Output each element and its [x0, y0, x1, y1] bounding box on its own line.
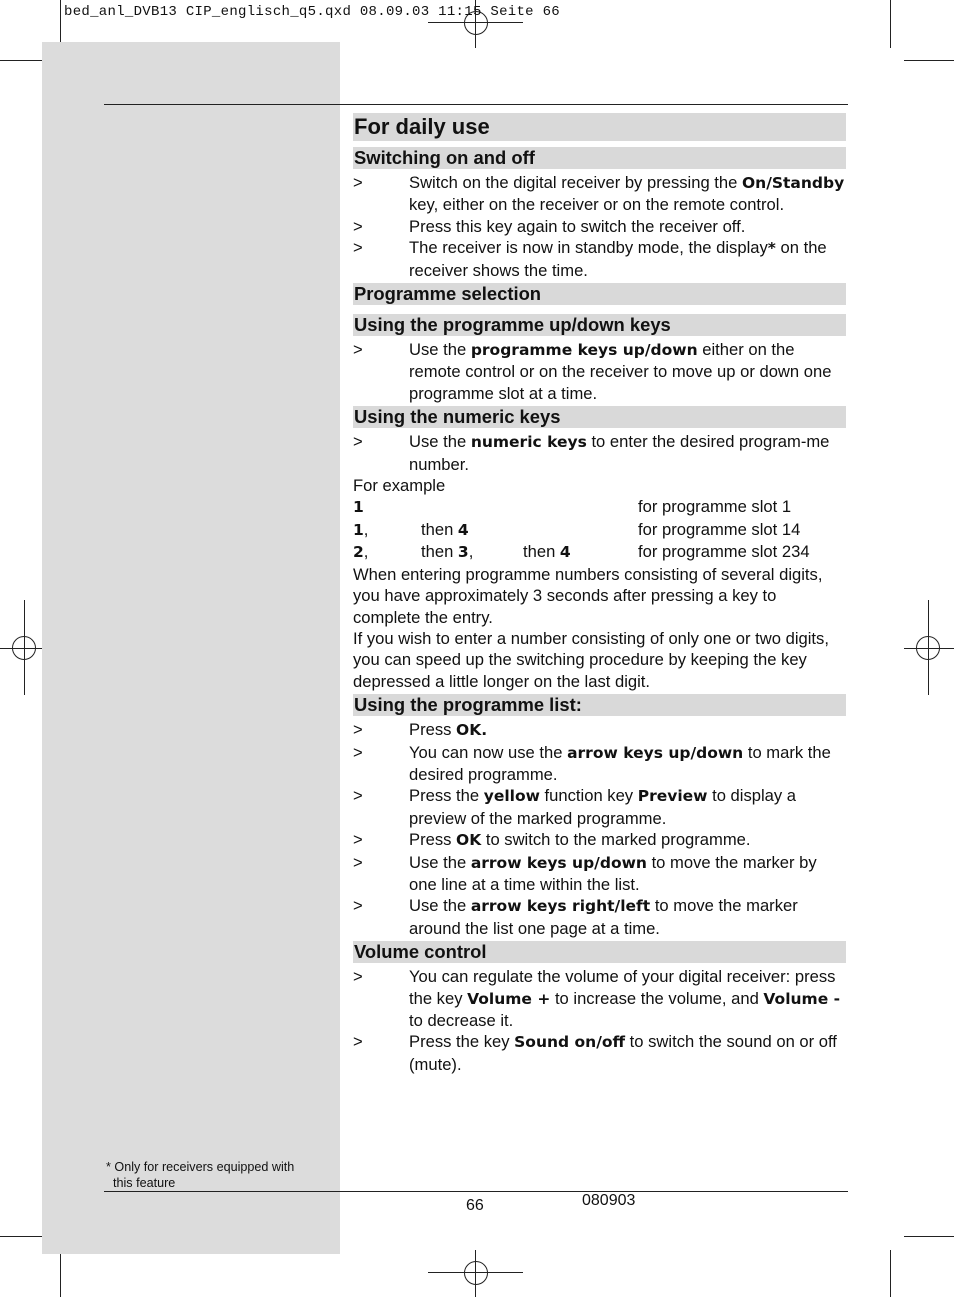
bullet-marker: > — [353, 967, 363, 987]
key-label: Volume + — [467, 989, 551, 1008]
print-code: 080903 — [582, 1192, 636, 1209]
example-row: 1, then 4 for programme slot 14 — [353, 519, 801, 539]
bullet-item: > Use the programme keys up/down either on the remote control or on the receiver to move up or down one programme slot at a time. — [353, 340, 832, 403]
bullet-marker: > — [353, 432, 363, 452]
bullet-marker: > — [353, 238, 363, 258]
footer-rule — [104, 1191, 848, 1192]
bullet-item: > You can regulate the volume of your digital receiver: press the key Volume + to increase the volume, and Volume - to decrease it. — [353, 967, 841, 1030]
footnote-marker: * — [767, 239, 776, 258]
bullet-item: > Switch on the digital receiver by pressing the On/Standby key, either on the receiver or on the remote control. — [353, 173, 845, 215]
crop-mark — [890, 1250, 891, 1297]
bullet-item: > Press this key again to switch the receiver off. — [353, 216, 746, 236]
crop-mark — [60, 0, 61, 48]
section-heading-updown: Using the programme up/down keys — [353, 314, 846, 336]
key-label: yellow — [483, 787, 540, 806]
bullet-item: > Use the arrow keys up/down to move the marker by one line at a time within the list. — [353, 852, 817, 894]
paragraph: If you wish to enter a number consisting of only one or two digits, you can speed up the switching procedure by keeping the key depressed a little longer on the last digit. — [353, 628, 829, 691]
crop-mark — [890, 0, 891, 48]
registration-circle — [916, 636, 940, 660]
key-label: arrow keys up/down — [470, 853, 647, 872]
footnote: * Only for receivers equipped with this feature — [106, 1160, 295, 1190]
crop-mark — [904, 1236, 954, 1237]
key-label: Sound on/off — [514, 1033, 626, 1052]
bullet-item: > Press the yellow function key Preview to display a preview of the marked programme. — [353, 786, 797, 828]
crop-mark — [0, 60, 48, 61]
key-label: programme keys up/down — [470, 341, 698, 360]
main-content — [353, 113, 846, 1075]
section-heading-numeric: Using the numeric keys — [353, 406, 846, 428]
paragraph: When entering programme numbers consisting of several digits, you have approximately 3 seconds after pressing a key to complete the entry. — [353, 564, 823, 627]
section-heading-programme-selection: Programme selection — [353, 283, 846, 305]
bullet-marker: > — [353, 216, 363, 236]
bullet-marker: > — [353, 786, 363, 806]
bullet-marker: > — [353, 742, 363, 762]
bullet-marker: > — [353, 1032, 363, 1052]
page-number: 66 — [466, 1197, 484, 1214]
key-label: numeric keys — [470, 433, 587, 452]
bullet-item: > Press OK. — [353, 719, 846, 741]
bullet-item: > Use the numeric keys to enter the desired program-me number. — [353, 432, 830, 474]
key-label: On/Standby — [741, 174, 845, 192]
crop-mark — [60, 1250, 61, 1297]
section-heading-volume: Volume control — [353, 941, 846, 963]
example-row: 2, then 3, then 4 for programme slot 234 — [353, 542, 810, 562]
bullet-marker: > — [353, 852, 363, 872]
bullet-marker: > — [353, 896, 363, 916]
registration-circle — [464, 1261, 488, 1285]
bullet-item: > Press the key Sound on/off to switch the sound on or off (mute). — [353, 1032, 837, 1074]
section-heading-list: Using the programme list: — [353, 694, 846, 716]
bullet-marker: > — [353, 720, 363, 740]
crop-mark — [0, 1236, 48, 1237]
print-slug: bed_anl_DVB13 CIP_englisch_q5.qxd 08.09.03 11:15 Seite 66 — [64, 4, 560, 20]
example-row: 1 for programme slot 1 — [353, 497, 792, 517]
bullet-item: > You can now use the arrow keys up/down to mark the desired programme. — [353, 742, 831, 784]
bullet-item: > Press OK to switch to the marked programme. — [353, 829, 846, 851]
for-example-label: For example — [353, 476, 446, 496]
margin-column — [42, 42, 340, 1254]
bullet-marker: > — [353, 830, 363, 850]
registration-circle — [12, 636, 36, 660]
header-rule — [104, 104, 848, 105]
key-label: arrow keys up/down — [567, 743, 744, 762]
crop-mark — [904, 60, 954, 61]
page-title: For daily use — [353, 113, 846, 141]
bullet-marker: > — [353, 173, 363, 192]
bullet-marker: > — [353, 340, 363, 360]
key-label: Preview — [637, 787, 708, 806]
bullet-item: > The receiver is now in standby mode, the display* on the receiver shows the time. — [353, 238, 827, 280]
key-label: OK — [456, 831, 482, 850]
bullet-item: > Use the arrow keys right/left to move the marker around the list one page at a time. — [353, 896, 798, 938]
key-label: arrow keys right/left — [470, 897, 651, 916]
section-heading-switching: Switching on and off — [353, 147, 846, 169]
key-label: OK. — [456, 721, 488, 740]
key-label: Volume - — [763, 989, 841, 1008]
